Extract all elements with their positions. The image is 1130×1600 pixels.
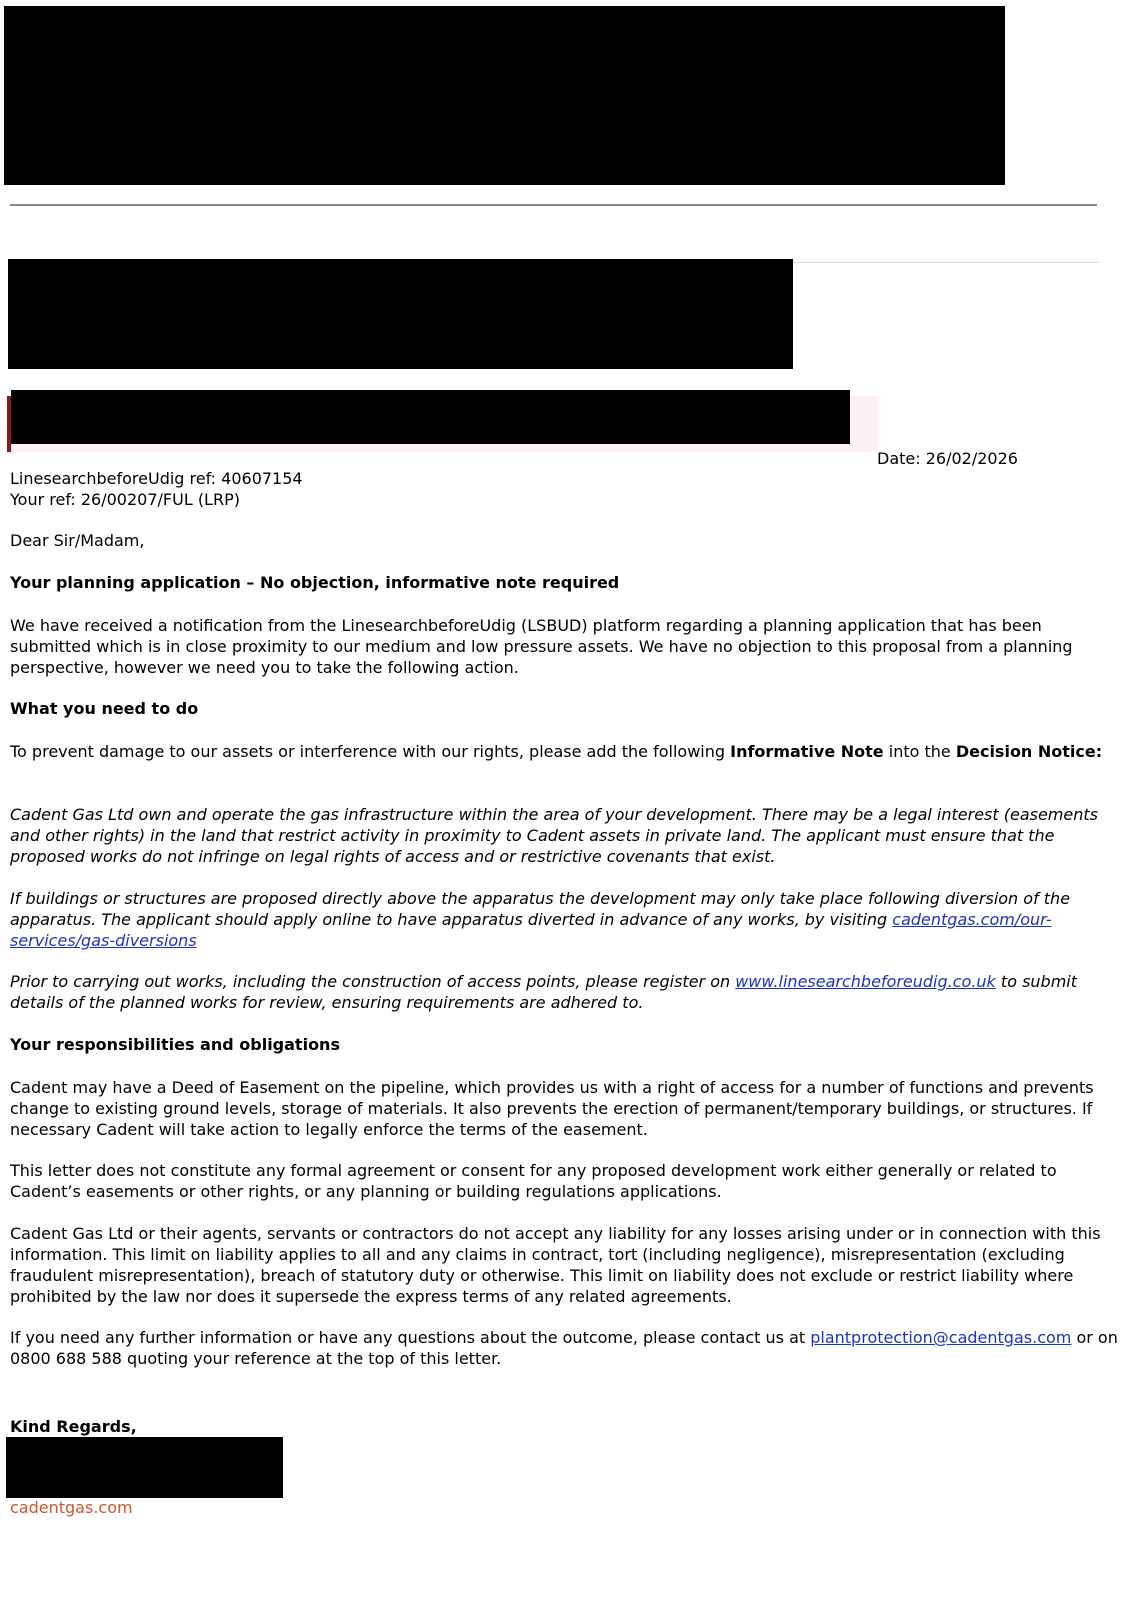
- salutation: Dear Sir/Madam,: [10, 531, 145, 550]
- redacted-signature: [6, 1437, 283, 1498]
- contact-paragraph: If you need any further information or have any questions about the outcome, please contact us at plantprotection@cadentgas.com or on 0800 688 588 quoting your reference at the top of this letter.: [10, 1328, 1118, 1368]
- lsbud-website-link[interactable]: www.linesearchbeforeudig.co.uk: [735, 972, 996, 991]
- informative-note-2: If buildings or structures are proposed directly above the apparatus the development may only take place following diversion of the apparatus. The applicant should apply online to have apparatus diverted in advance of any works, by visiting cadentgas.com/our-services/gas-diversions: [10, 889, 1071, 950]
- responsibilities-heading: Your responsibilities and obligations: [10, 1035, 340, 1054]
- thin-divider: [793, 262, 1100, 263]
- contact-email-link[interactable]: plantprotection@cadentgas.com: [810, 1328, 1072, 1347]
- responsibilities-para-2: This letter does not constitute any formal agreement or consent for any proposed development work either generally or related to Cadent’s easements or other rights, or any planning or building regulations applications.: [10, 1161, 1057, 1201]
- footer-website-link[interactable]: cadentgas.com: [10, 1498, 133, 1517]
- header-divider: [10, 204, 1097, 206]
- informative-note-1: Cadent Gas Ltd own and operate the gas infrastructure within the area of your development. There may be a legal interest (easements and other rights) in the land that restrict activity in proximity to Cadent assets in private land. The applicant must ensure that the proposed works do not infringe on legal rights of access and or restrictive covenants that exist.: [10, 805, 1098, 866]
- your-reference: Your ref: 26/00207/FUL (LRP): [10, 490, 240, 509]
- reference-block: [10, 468, 1122, 510]
- gas-diversions-link[interactable]: cadentgas.com/our-services/gas-diversions: [10, 910, 1052, 950]
- informative-note-3: Prior to carrying out works, including the construction of access points, please register on www.linesearchbeforeudig.co.uk to submit details of the planned works for review, ensuring requirements are adhered to.: [10, 972, 1077, 1012]
- letter-heading: Your planning application – No objection, informative note required: [10, 573, 620, 592]
- responsibilities-para-1: Cadent may have a Deed of Easement on the pipeline, which provides us with a right of access for a number of functions and prevents change to existing ground levels, storage of materials. It also prevents the erection of permanent/temporary buildings, or structures. If necessary Cadent will take action to legally enforce the terms of the easement.: [10, 1078, 1094, 1139]
- redacted-letterhead: [4, 6, 1005, 185]
- what-to-do-heading: What you need to do: [10, 699, 199, 718]
- closing: Kind Regards,: [10, 1417, 137, 1436]
- liability-paragraph: Cadent Gas Ltd or their agents, servants or contractors do not accept any liability for any losses arising under or in connection with this information. This limit on liability applies to all and any claims in contract, tort (including negligence), misrepresentation (excluding fraudulent misrepresentation), breach of statutory duty or otherwise. This limit on liability does not exclude or restrict liability where prohibited by the law nor does it supersede the express terms of any related agreements.: [10, 1224, 1101, 1306]
- what-to-do-text: To prevent damage to our assets or interference with our rights, please add the following Informative Note into the Decision Notice:: [10, 742, 1103, 761]
- lsbud-reference: LinesearchbeforeUdig ref: 40607154: [10, 469, 303, 488]
- redacted-address: [8, 259, 793, 369]
- letter-date: Date: 26/02/2026: [877, 449, 1018, 468]
- redacted-subject: [11, 390, 850, 444]
- intro-paragraph: We have received a notification from the LinesearchbeforeUdig (LSBUD) platform regarding a planning application that has been submitted which is in close proximity to our medium and low pressure assets. We have no objection to this proposal from a planning perspective, however we need you to take the following action.: [10, 616, 1073, 677]
